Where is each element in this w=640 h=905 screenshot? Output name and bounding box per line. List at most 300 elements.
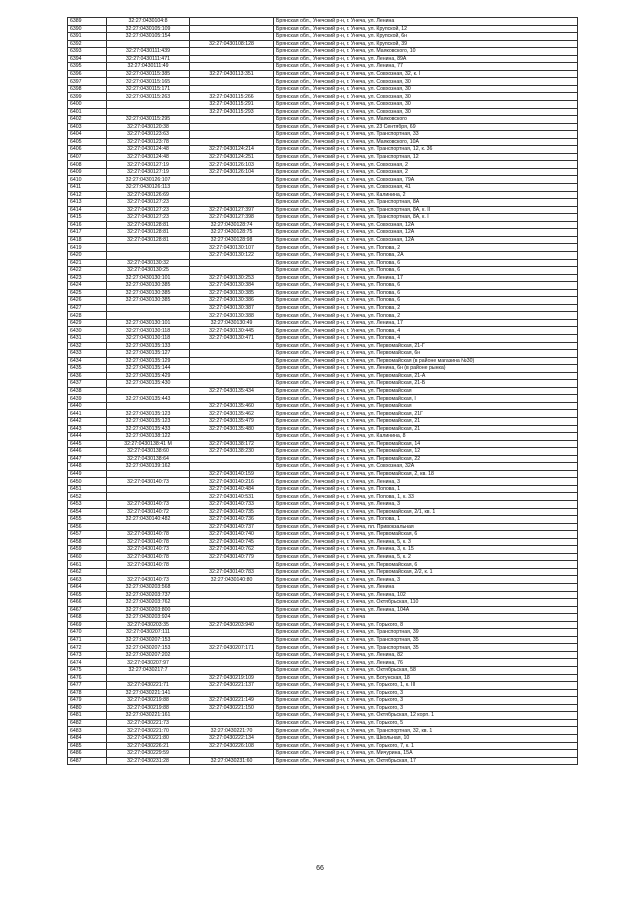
cell-row-number: 6435: [68, 365, 107, 373]
cell-object-cadastral-number: 32:27:0430140:745: [190, 538, 274, 546]
cell-object-cadastral-number: [190, 48, 274, 56]
cell-row-number: 6402: [68, 116, 107, 124]
cell-row-number: 6456: [68, 523, 107, 531]
cell-row-number: 6398: [68, 85, 107, 93]
table-row: [68, 455, 578, 463]
cell-parcel-cadastral-number: 32:27:0430203:737: [107, 591, 190, 599]
table-row: [68, 25, 578, 33]
cell-object-cadastral-number: [190, 365, 274, 373]
cell-object-cadastral-number: [190, 199, 274, 207]
table-row: [68, 614, 578, 622]
cell-object-cadastral-number: 32:27:0430126:103: [190, 161, 274, 169]
cell-parcel-cadastral-number: 32:27:0430128:81: [107, 229, 190, 237]
cell-parcel-cadastral-number: [107, 108, 190, 116]
cell-row-number: 6415: [68, 214, 107, 222]
cell-parcel-cadastral-number: [107, 101, 190, 109]
table-row: [68, 138, 578, 146]
cell-row-number: 6417: [68, 229, 107, 237]
cell-address: Брянская обл., Унечский р-н, г. Унеча, ул. Транспортная, 35: [274, 644, 578, 652]
cell-parcel-cadastral-number: 32:27:0430140:72: [107, 508, 190, 516]
table-row: [68, 599, 578, 607]
cell-address: Брянская обл., Унечский р-н, г. Унеча, ул. Маяковского: [274, 116, 578, 124]
cell-address: Брянская обл., Унечский р-н, г. Унеча, ул. Транспортная, 32, кв. 1: [274, 727, 578, 735]
cell-parcel-cadastral-number: [107, 312, 190, 320]
table-row: [68, 433, 578, 441]
cell-object-cadastral-number: 32:27:0430140:159: [190, 470, 274, 478]
cell-address: Брянская обл., Унечский р-н, г. Унеча, ул. Крупской, 12: [274, 25, 578, 33]
cell-address: Брянская обл., Унечский р-н, г. Унеча, ул. Попова, 6: [274, 259, 578, 267]
cell-address: Брянская обл., Унечский р-н, г. Унеча, ул. Транспортная, 8А: [274, 199, 578, 207]
cell-address: Брянская обл., Унечский р-н, г. Унеча, ул. Попова, 2: [274, 312, 578, 320]
cell-parcel-cadastral-number: 32:27:0430123:63: [107, 131, 190, 139]
cell-parcel-cadastral-number: 32:27:0430135:443: [107, 395, 190, 403]
cell-parcel-cadastral-number: 32:27:0430130:118: [107, 334, 190, 342]
cell-row-number: 6453: [68, 501, 107, 509]
table-row: [68, 146, 578, 154]
cell-address: Брянская обл., Унечский р-н, г. Унеча, ул. Первомайская, 21-Б: [274, 380, 578, 388]
table-row: [68, 40, 578, 48]
cell-object-cadastral-number: [190, 176, 274, 184]
cell-address: Брянская обл., Унечский р-н, г. Унеча, ул. Первомайская, I: [274, 395, 578, 403]
cell-object-cadastral-number: 32:27:0430115:266: [190, 93, 274, 101]
cell-parcel-cadastral-number: [107, 251, 190, 259]
table-row: [68, 168, 578, 176]
cell-object-cadastral-number: [190, 63, 274, 71]
table-row: [68, 568, 578, 576]
cell-parcel-cadastral-number: 32:27:0430219:88: [107, 704, 190, 712]
cell-parcel-cadastral-number: 32:27:0430140:78: [107, 561, 190, 569]
cell-row-number: 6400: [68, 101, 107, 109]
cell-row-number: 6457: [68, 531, 107, 539]
cell-row-number: 6442: [68, 417, 107, 425]
cadastral-table: [67, 17, 578, 765]
cell-object-cadastral-number: [190, 138, 274, 146]
cell-object-cadastral-number: [190, 18, 274, 26]
cell-address: Брянская обл., Унечский р-н, г. Унеча, ул. Первомайская, 12: [274, 448, 578, 456]
cell-parcel-cadastral-number: [107, 485, 190, 493]
cell-parcel-cadastral-number: 32:27:0430203:762: [107, 599, 190, 607]
table-row: [68, 584, 578, 592]
cell-row-number: 6409: [68, 168, 107, 176]
cell-parcel-cadastral-number: 32:27:0430140:73: [107, 546, 190, 554]
cell-row-number: 6446: [68, 448, 107, 456]
table-row: [68, 206, 578, 214]
cell-parcel-cadastral-number: 32:27:0430221:73: [107, 719, 190, 727]
cell-address: Брянская обл., Унечский р-н, г. Унеча, ул. Калинина, 8: [274, 433, 578, 441]
cell-object-cadastral-number: 32:27:0430221:149: [190, 697, 274, 705]
cell-address: Брянская обл., Унечский р-н, г. Унеча, ул. Попова, 2: [274, 244, 578, 252]
cell-parcel-cadastral-number: [107, 402, 190, 410]
cell-row-number: 6390: [68, 25, 107, 33]
cell-object-cadastral-number: [190, 372, 274, 380]
cell-row-number: 6464: [68, 584, 107, 592]
table-row: [68, 689, 578, 697]
cell-parcel-cadastral-number: 32:27:0430231:28: [107, 757, 190, 765]
table-row: [68, 387, 578, 395]
cell-row-number: 6422: [68, 267, 107, 275]
cell-row-number: 6433: [68, 350, 107, 358]
cell-row-number: 6449: [68, 470, 107, 478]
cell-object-cadastral-number: [190, 591, 274, 599]
cell-row-number: 6406: [68, 146, 107, 154]
cell-row-number: 6429: [68, 319, 107, 327]
cell-row-number: 6432: [68, 342, 107, 350]
cell-row-number: 6476: [68, 674, 107, 682]
cell-parcel-cadastral-number: 32:27:0430127:23: [107, 199, 190, 207]
cell-row-number: 6408: [68, 161, 107, 169]
cell-parcel-cadastral-number: 32:27:0430130:32: [107, 259, 190, 267]
cell-row-number: 6418: [68, 236, 107, 244]
cell-parcel-cadastral-number: 32:27:0430130:101: [107, 319, 190, 327]
cell-parcel-cadastral-number: 32:27:0430115:295: [107, 116, 190, 124]
cell-parcel-cadastral-number: 32:27:0430128:81: [107, 236, 190, 244]
table-row: [68, 697, 578, 705]
cell-object-cadastral-number: 32:27:0430140:762: [190, 546, 274, 554]
cell-object-cadastral-number: 32:27:0430135:462: [190, 410, 274, 418]
cell-object-cadastral-number: [190, 433, 274, 441]
cell-address: Брянская обл., Унечский р-н, г. Унеча, ул. Горького, 1, к. III: [274, 682, 578, 690]
cell-object-cadastral-number: [190, 651, 274, 659]
cell-row-number: 6437: [68, 380, 107, 388]
cell-row-number: 6481: [68, 712, 107, 720]
table-row: [68, 538, 578, 546]
cell-parcel-cadastral-number: 32:27:0430115:263: [107, 93, 190, 101]
cell-address: Брянская обл., Унечский р-н, г. Унеча, ул. Ленина: [274, 18, 578, 26]
cell-object-cadastral-number: [190, 131, 274, 139]
table-row: [68, 327, 578, 335]
table-row: [68, 55, 578, 63]
table-row: [68, 229, 578, 237]
cell-address: Брянская обл., Унечский р-н, г. Унеча, ул. Совхозная, 30: [274, 85, 578, 93]
cell-object-cadastral-number: 32:27:0430130:122: [190, 251, 274, 259]
table-row: [68, 123, 578, 131]
cell-row-number: 6399: [68, 93, 107, 101]
cell-object-cadastral-number: [190, 689, 274, 697]
table-row: [68, 191, 578, 199]
table-row: [68, 448, 578, 456]
table-row: [68, 704, 578, 712]
cell-row-number: 6423: [68, 274, 107, 282]
cell-object-cadastral-number: 32:27:0430203:940: [190, 621, 274, 629]
cell-address: Брянская обл., Унечский р-н, г. Унеча, ул. Попова, 6: [274, 297, 578, 305]
cell-address: Брянская обл., Унечский р-н, г. Унеча, ул. Школьная, 10: [274, 734, 578, 742]
cell-object-cadastral-number: 32:27:0430219:109: [190, 674, 274, 682]
cell-parcel-cadastral-number: 32:27:0430127:19: [107, 161, 190, 169]
cell-object-cadastral-number: 32:27:0430130:384: [190, 282, 274, 290]
cell-address: Брянская обл., Унечский р-н, г. Унеча, ул. Мичурина, 15А: [274, 750, 578, 758]
cell-address: Брянская обл., Унечский р-н, г. Унеча, ул. Горького, 7, к. 1: [274, 742, 578, 750]
cell-parcel-cadastral-number: 32:27:0430140:73: [107, 478, 190, 486]
cell-parcel-cadastral-number: 32:27:0430135:144: [107, 365, 190, 373]
cell-row-number: 6486: [68, 750, 107, 758]
cell-row-number: 6436: [68, 372, 107, 380]
table-row: [68, 621, 578, 629]
cell-row-number: 6483: [68, 727, 107, 735]
cell-parcel-cadastral-number: [107, 523, 190, 531]
cell-object-cadastral-number: [190, 712, 274, 720]
cell-address: Брянская обл., Унечский р-н, г. Унеча, ул. Ленина, 17: [274, 274, 578, 282]
cell-address: Брянская обл., Унечский р-н, г. Унеча, ул. Совхозная, 2: [274, 168, 578, 176]
cell-object-cadastral-number: 32:27:0430138:172: [190, 440, 274, 448]
table-row: [68, 176, 578, 184]
cell-parcel-cadastral-number: 32:27:0430130:385: [107, 297, 190, 305]
cell-address: Брянская обл., Унечский р-н, г. Унеча, ул. Ленина, 3, к. 15: [274, 546, 578, 554]
cell-object-cadastral-number: 32:27:0430207:171: [190, 644, 274, 652]
table-row: [68, 546, 578, 554]
cell-object-cadastral-number: [190, 116, 274, 124]
cell-parcel-cadastral-number: 32:27:0430140:482: [107, 516, 190, 524]
cell-address: Брянская обл., Унечский р-н, г. Унеча, ул. Попова, 1, к. 33: [274, 493, 578, 501]
cell-row-number: 6478: [68, 689, 107, 697]
cell-object-cadastral-number: [190, 561, 274, 569]
cell-address: Брянская обл., Унечский р-н, г. Унеча, ул. Октябрьская, 17: [274, 757, 578, 765]
cell-row-number: 6471: [68, 636, 107, 644]
cell-parcel-cadastral-number: 32:27:0430135:129: [107, 357, 190, 365]
cell-object-cadastral-number: 32:27:0430135:480: [190, 425, 274, 433]
cell-object-cadastral-number: 32:27:0430130:385: [190, 289, 274, 297]
cell-object-cadastral-number: 32:27:0430140:531: [190, 493, 274, 501]
table-row: [68, 750, 578, 758]
table-row: [68, 629, 578, 637]
table-row: [68, 116, 578, 124]
table-row: [68, 417, 578, 425]
cell-parcel-cadastral-number: 32:27:0430128:81: [107, 221, 190, 229]
cell-address: Брянская обл., Унечский р-н, г. Унеча, ул. Совхозная, 30: [274, 93, 578, 101]
cell-row-number: 6419: [68, 244, 107, 252]
cell-object-cadastral-number: [190, 584, 274, 592]
table-row: [68, 289, 578, 297]
table-row: [68, 372, 578, 380]
cell-parcel-cadastral-number: 32:27:0430115:385: [107, 70, 190, 78]
cell-row-number: 6475: [68, 667, 107, 675]
cell-parcel-cadastral-number: 32:27:0430135:123: [107, 410, 190, 418]
cell-row-number: 6404: [68, 131, 107, 139]
cell-address: Брянская обл., Унечский р-н, г. Унеча, ул. Ботунская, 18: [274, 674, 578, 682]
cell-object-cadastral-number: [190, 599, 274, 607]
cell-row-number: 6426: [68, 297, 107, 305]
table-row: [68, 244, 578, 252]
cell-parcel-cadastral-number: 32:27:0430105:154: [107, 33, 190, 41]
cell-parcel-cadastral-number: 32:27:0430207:111: [107, 629, 190, 637]
table-row: [68, 719, 578, 727]
cell-row-number: 6462: [68, 568, 107, 576]
cell-row-number: 6473: [68, 651, 107, 659]
cell-address: Брянская обл., Унечский р-н, г. Унеча, ул. Попова, 4: [274, 327, 578, 335]
table-row: [68, 493, 578, 501]
cell-address: Брянская обл., Унечский р-н, г. Унеча, ул. Первомайская, 2, кв. 18: [274, 470, 578, 478]
cell-parcel-cadastral-number: 32:27:0430130:25: [107, 267, 190, 275]
cell-row-number: 6474: [68, 659, 107, 667]
cell-object-cadastral-number: 32:27:0430124:214: [190, 146, 274, 154]
cell-object-cadastral-number: [190, 55, 274, 63]
cell-address: Брянская обл., Унечский р-н, г. Унеча, ул. Горького, 3: [274, 697, 578, 705]
cell-parcel-cadastral-number: 32:27:0430219:88: [107, 697, 190, 705]
table-row: [68, 33, 578, 41]
cell-parcel-cadastral-number: 32:27:0430140:73: [107, 576, 190, 584]
cell-parcel-cadastral-number: 32:27:0430221:70: [107, 727, 190, 735]
cell-parcel-cadastral-number: 32:27:0430126:113: [107, 184, 190, 192]
cell-parcel-cadastral-number: 32:27:0430120:38: [107, 123, 190, 131]
table-row: [68, 651, 578, 659]
cell-object-cadastral-number: 32:27:0430140:216: [190, 478, 274, 486]
cell-address: Брянская обл., Унечский р-н, г. Унеча, ул. Октябрьская, 12 корп. 1: [274, 712, 578, 720]
table-row: [68, 395, 578, 403]
cell-row-number: 6431: [68, 334, 107, 342]
cell-row-number: 6472: [68, 644, 107, 652]
cell-address: Брянская обл., Унечский р-н, г. Унеча, ул. Попова, 1: [274, 516, 578, 524]
cell-object-cadastral-number: 32:27:0430226:108: [190, 742, 274, 750]
cell-object-cadastral-number: 32:27:0430138:230: [190, 448, 274, 456]
table-row: [68, 516, 578, 524]
cell-address: Брянская обл., Унечский р-н, г. Унеча, ул. Совхозная, 32, к. I: [274, 70, 578, 78]
table-row: [68, 153, 578, 161]
cell-parcel-cadastral-number: 32:27:0430203:924: [107, 614, 190, 622]
cell-address: Брянская обл., Унечский р-н, г. Унеча, ул. Первомайская, 2/2, к. 1: [274, 568, 578, 576]
cell-address: Брянская обл., Унечский р-н, г. Унеча, ул. Первомайская, 22: [274, 455, 578, 463]
cell-address: Брянская обл., Унечский р-н, г. Унеча, ул. Первомайская: [274, 387, 578, 395]
cell-parcel-cadastral-number: [107, 674, 190, 682]
cell-row-number: 6477: [68, 682, 107, 690]
cell-parcel-cadastral-number: 32:27:0430221:141: [107, 689, 190, 697]
cell-parcel-cadastral-number: 32:27:0430115:171: [107, 85, 190, 93]
cell-address: Брянская обл., Унечский р-н, г. Унеча, ул. Ленина, 89А: [274, 55, 578, 63]
table-row: [68, 18, 578, 26]
cell-parcel-cadastral-number: 32:27:0430111:49: [107, 63, 190, 71]
cell-parcel-cadastral-number: 32:27:0430126:69: [107, 191, 190, 199]
cell-parcel-cadastral-number: 32:27:0430111:439: [107, 48, 190, 56]
table-row: [68, 478, 578, 486]
table-row: [68, 357, 578, 365]
cell-address: Брянская обл., Унечский р-н, г. Унеча, ул. Попова, 2А: [274, 251, 578, 259]
cell-row-number: 6395: [68, 63, 107, 71]
cell-address: Брянская обл., Унечский р-н, г. Унеча, ул. Крупской, 6н: [274, 33, 578, 41]
table-row: [68, 561, 578, 569]
cell-address: Брянская обл., Унечский р-н, г. Унеча, ул. Совхозная, 79А: [274, 176, 578, 184]
table-row: [68, 108, 578, 116]
table-row: [68, 402, 578, 410]
table-row: [68, 184, 578, 192]
table-row: [68, 282, 578, 290]
cell-object-cadastral-number: 32:27:0430140:779: [190, 553, 274, 561]
cell-parcel-cadastral-number: 32:27:0430124:48: [107, 153, 190, 161]
cell-address: Брянская обл., Унечский р-н, г. Унеча, ул. Совхозная, 32А: [274, 463, 578, 471]
cell-row-number: 6459: [68, 546, 107, 554]
cell-row-number: 6393: [68, 48, 107, 56]
cell-address: Брянская обл., Унечский р-н, г. Унеча, ул. Октябрьская, 58: [274, 667, 578, 675]
table-row: [68, 742, 578, 750]
cell-address: Брянская обл., Унечский р-н, г. Унеча, ул. Первомайская, 6н: [274, 350, 578, 358]
table-row: [68, 523, 578, 531]
cell-parcel-cadastral-number: 32:27:0430203:35: [107, 621, 190, 629]
table-row: [68, 380, 578, 388]
cell-object-cadastral-number: 32:27:0430140:737: [190, 523, 274, 531]
cell-parcel-cadastral-number: 32:27:0430207:202: [107, 651, 190, 659]
cell-row-number: 6450: [68, 478, 107, 486]
cell-object-cadastral-number: [190, 455, 274, 463]
cell-object-cadastral-number: 32:27:0430140:783: [190, 568, 274, 576]
cell-object-cadastral-number: 32:27:0430127:398: [190, 214, 274, 222]
cell-parcel-cadastral-number: 32:27:0430207:153: [107, 644, 190, 652]
cell-address: Брянская обл., Унечский р-н, г. Унеча, ул. Совхозная, 2: [274, 161, 578, 169]
cell-address: Брянская обл., Унечский р-н, г. Унеча, ул. Ленина, 17: [274, 319, 578, 327]
cell-object-cadastral-number: [190, 667, 274, 675]
cell-parcel-cadastral-number: 32:27:0430130:385: [107, 289, 190, 297]
table-row: [68, 334, 578, 342]
cell-row-number: 6469: [68, 621, 107, 629]
table-row: [68, 734, 578, 742]
table-row: [68, 410, 578, 418]
cell-object-cadastral-number: 32:27:0430221:70: [190, 727, 274, 735]
cell-row-number: 6465: [68, 591, 107, 599]
cell-object-cadastral-number: 32:27:0430140:740: [190, 531, 274, 539]
table-row: [68, 274, 578, 282]
cell-address: Брянская обл., Унечский р-н, г. Унеча, ул. Транспортная, 35: [274, 636, 578, 644]
table-row: [68, 214, 578, 222]
cell-object-cadastral-number: 32:27:0430130:386: [190, 297, 274, 305]
cell-parcel-cadastral-number: 32:27:0430123:78: [107, 138, 190, 146]
cell-address: Брянская обл., Унечский р-н, г. Унеча, ул. Горького, 5: [274, 719, 578, 727]
cell-object-cadastral-number: 32:27:0430127:397: [190, 206, 274, 214]
cell-row-number: 6466: [68, 599, 107, 607]
cell-address: Брянская обл., Унечский р-н, г. Унеча, ул. Горького, 8: [274, 621, 578, 629]
cell-row-number: 6427: [68, 304, 107, 312]
cell-object-cadastral-number: 32:27:0430135:479: [190, 417, 274, 425]
cell-row-number: 6414: [68, 206, 107, 214]
table-row: [68, 70, 578, 78]
cell-address: Брянская обл., Унечский р-н, г. Унеча, ул. Первомайская, 14: [274, 440, 578, 448]
cell-object-cadastral-number: [190, 33, 274, 41]
cell-address: Брянская обл., Унечский р-н, г. Унеча: [274, 614, 578, 622]
cell-object-cadastral-number: [190, 342, 274, 350]
cell-address: Брянская обл., Унечский р-н, г. Унеча, ул. Маяковского, 10А: [274, 138, 578, 146]
cell-row-number: 6397: [68, 78, 107, 86]
cell-parcel-cadastral-number: 32:27:0430105:109: [107, 25, 190, 33]
cell-object-cadastral-number: 32:27:0430113:351: [190, 70, 274, 78]
cell-object-cadastral-number: [190, 191, 274, 199]
cell-object-cadastral-number: [190, 659, 274, 667]
table-row: [68, 199, 578, 207]
cell-row-number: 6460: [68, 553, 107, 561]
table-row: [68, 425, 578, 433]
cell-object-cadastral-number: [190, 350, 274, 358]
cell-row-number: 6443: [68, 425, 107, 433]
cell-address: Брянская обл., Унечский р-н, г. Унеча, ул. Первомайская (в районе магазина №30): [274, 357, 578, 365]
cell-row-number: 6467: [68, 606, 107, 614]
cell-address: Брянская обл., Унечский р-н, г. Унеча, ул. Маяковского, 10: [274, 48, 578, 56]
cell-row-number: 6412: [68, 191, 107, 199]
cell-row-number: 6458: [68, 538, 107, 546]
table-row: [68, 259, 578, 267]
cell-address: Брянская обл., Унечский р-н, г. Унеча, ул. Ленина, 77: [274, 63, 578, 71]
cell-object-cadastral-number: 32:27:0430130:253: [190, 274, 274, 282]
table-row: [68, 485, 578, 493]
cell-address: Брянская обл., Унечский р-н, г. Унеча, ул. Ленина, 102: [274, 591, 578, 599]
cell-parcel-cadastral-number: 32:27:0430138:64: [107, 455, 190, 463]
table-row: [68, 319, 578, 327]
table-body: [68, 18, 578, 765]
cell-object-cadastral-number: [190, 25, 274, 33]
cell-object-cadastral-number: 32:27:0430231:60: [190, 757, 274, 765]
cell-row-number: 6444: [68, 433, 107, 441]
cell-parcel-cadastral-number: 32:27:0430111:471: [107, 55, 190, 63]
cell-address: Брянская обл., Унечский р-н, г. Унеча, ул. 23 Сентября, 69: [274, 123, 578, 131]
cell-parcel-cadastral-number: 32:27:0430135:433: [107, 425, 190, 433]
cell-row-number: 6392: [68, 40, 107, 48]
cell-row-number: 6480: [68, 704, 107, 712]
cell-parcel-cadastral-number: [107, 387, 190, 395]
cell-address: Брянская обл., Унечский р-н, г. Унеча, ул. Первомайская, 21: [274, 425, 578, 433]
table-row: [68, 606, 578, 614]
